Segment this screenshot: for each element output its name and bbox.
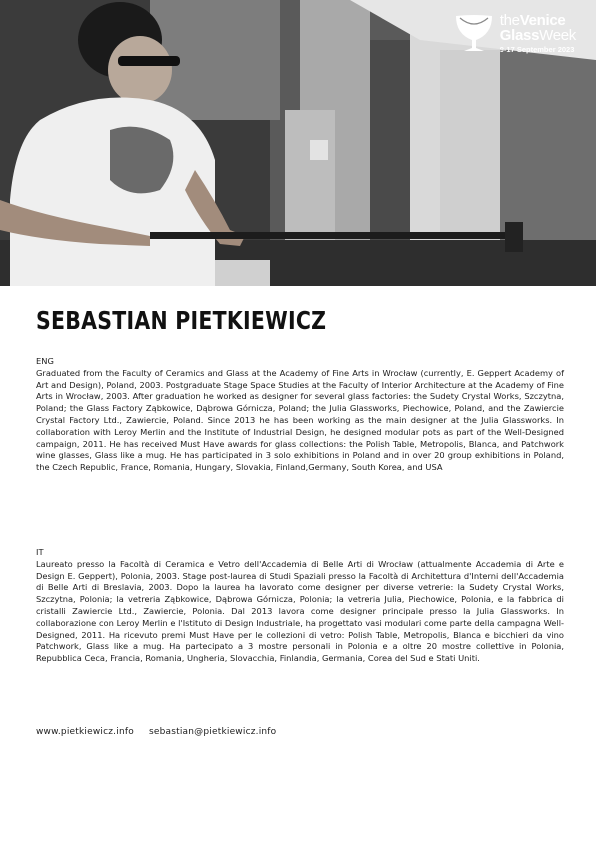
logo-dates: 9-17 September 2023 [499, 45, 575, 54]
website-link[interactable]: www.pietkiewicz.info [36, 727, 134, 737]
logo-glass: Glass [499, 27, 540, 44]
email-link[interactable]: sebastian@pietkiewicz.info [148, 727, 277, 737]
wine-glass-icon [452, 14, 496, 54]
bio-italian [36, 547, 564, 665]
bio-english [36, 356, 564, 474]
contact-info [36, 727, 288, 737]
language-label-eng: ENG [36, 356, 54, 366]
bio-italian-text: Laureato presso la Facoltà di Ceramica e Vetro dell'Accademia di Belle Arti di Wrocław (attualmente Accademia di Arte e Design E. Geppert), Polonia, 2003. Stage post-laurea di Studi Spaziali presso la Facoltà di Architettura d'Interni dell'Accademia di Belle Arti di Breslavia, 2003. Dopo la laurea ha lavorato come designer per diverse vetrerie: la Sudety Crystal Works, Szczytna, Polonia; la vetreria Ząbkowice, Dąbrowa Górnicza, Polonia; la vetreria Julia, Piechowice, Polonia, e la fabbrica di cristalli Zawiercie Ltd., Zawiercie, Polonia. Dal 2013 lavora come designer principale presso la Julia Glassworks. In collaborazione con Leroy Merlin e l'Istituto di Design Industriale, ha progettato vasi modulari come parte della campagna Well-Designed, 2011. Ha ricevuto premi Must Have per le collezioni di vetro: Polish Table, Metropolis, Blanca e bicchieri da vino Patchwork, Glass like a mug. Ha partecipato a 3 mostre personali in Polonia e a oltre 20 mostre collettive in Polonia, Repubblica Ceca, Francia, Romania, Ungheria, Slovacchia, Finlandia, Germania, Corea del Sud e Stati Uniti. [36, 558, 564, 664]
logo-week: Week [539, 27, 576, 44]
language-label-it: IT [36, 547, 44, 557]
venice-glass-week-logo [500, 14, 576, 54]
bio-english-text: Graduated from the Faculty of Ceramics and Glass at the Academy of Fine Arts in Wrocław (currently, E. Geppert Academy of Art and Design), Poland, 2003. Postgraduate Stage Space Studies at the Faculty of Interior Architecture at the Academy of Fine Arts in Wrocław, 2003. After graduation he worked as designer for several glass factories: the Sudety Crystal Works, Szczytna, Poland; the Glass Factory Ząbkowice, Dąbrowa Górnicza, Poland; the Julia Glassworks, Piechowice, Poland, and the Zawiercie Crystal Factory Ltd., Zawiercie, Poland. Since 2013 he has been working as the main designer at the Julia Glassworks. In collaboration with Leroy Merlin and the Institute of Industrial Design, he designed modular pots as part of the Well-Designed campaign, 2011. He has received Must Have awards for glass collections: the Polish Table, Metropolis, Blanca, and Patchwork wine glasses, Glass like a mug. He has participated in 3 solo exhibitions in Poland and in over 20 group exhibitions in Poland, the Czech Republic, France, Romania, Hungary, Slovakia, Finland,Germany, South Korea, and USA [36, 367, 564, 473]
logo-prefix: the [499, 12, 520, 29]
hero-photo [0, 0, 596, 286]
logo-venice: Venice [519, 12, 566, 29]
artist-name: SEBASTIAN PIETKIEWICZ [36, 306, 327, 335]
